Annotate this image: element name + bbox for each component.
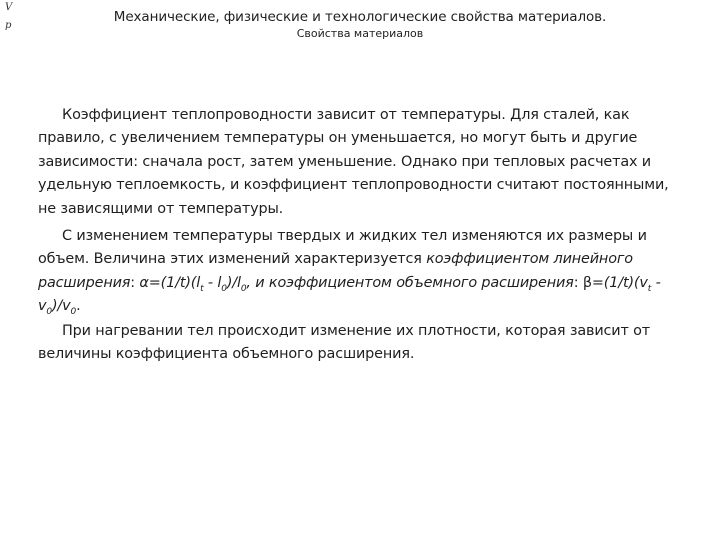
conjunction-text: , и	[246, 274, 269, 291]
formula-part: - l	[203, 274, 222, 291]
formula-part: α=(1/t)(l	[139, 274, 201, 291]
formula-subscript: 0	[240, 283, 247, 294]
formula-subscript: 0	[221, 283, 227, 294]
formula-part: )/l	[226, 274, 241, 291]
corner-letter-top: V	[5, 2, 13, 13]
corner-letter-bottom: p	[5, 20, 12, 31]
formula-part: )/v	[51, 298, 71, 315]
body-text	[38, 104, 678, 366]
formula-subscript: 0	[70, 307, 77, 318]
term-volume-expansion: коэффициентом объемного расширения	[268, 274, 574, 291]
page-title: Механические, физические и технологические свойства материалов.	[113, 9, 607, 25]
formula-alpha	[139, 274, 247, 294]
paragraph-thermal-conductivity: Коэффициент теплопроводности зависит от температуры. Для сталей, как правило, с увеличением температуры он уменьшается, но могут быть и другие зависимости: сначала рост, затем уменьшение. Однако при тепловых расчетах и удельную теплоемкость, и коэффициент теплопроводности считают постоянными, не зависящими от температуры.	[38, 107, 669, 217]
formula-subscript: 0	[46, 307, 52, 318]
formula-subscript: t	[200, 283, 204, 294]
period-text: .	[76, 298, 81, 315]
colon-text: :	[130, 274, 140, 291]
term-linear-expansion: коэффициентом линейного расширения	[38, 251, 633, 291]
paragraph-density: При нагревании тел происходит изменение их плотности, которая зависит от величины коэффициента объемного расширения.	[38, 322, 651, 363]
expansion-intro: С изменением температуры твердых и жидких тел изменяются их размеры и объем. Величина этих изменений характеризуется	[38, 228, 647, 268]
paragraph-thermal-expansion	[38, 225, 678, 319]
formula-part: (1/t)(v	[603, 274, 648, 291]
colon-text: : β=	[573, 274, 604, 291]
formula-subscript: t	[647, 283, 652, 294]
formula-part: - v	[38, 274, 661, 315]
page-subtitle: Свойства материалов	[296, 27, 424, 40]
